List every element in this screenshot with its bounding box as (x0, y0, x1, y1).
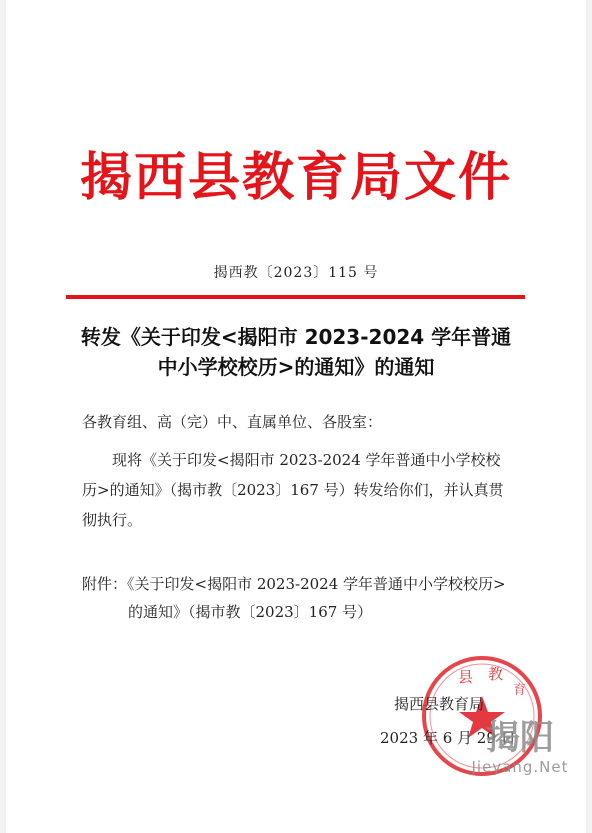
salutation: 各教育组、高（完）中、直属单位、各股室： (82, 413, 383, 431)
signing-date: 2023 年 6 月 29 日 (380, 729, 516, 747)
attachment-line-1: 附件：《关于印发<揭阳市 2023-2024 学年普通中小学校校历> (82, 575, 506, 593)
watermark-cn: 揭阳 (486, 718, 554, 758)
notice-heading (60, 322, 532, 382)
watermark-en: Jieyang.Net (471, 758, 569, 776)
paragraph-line-1: 现将《关于印发<揭阳市 2023-2024 学年普通中小学校校 (112, 451, 501, 469)
seal-char-2: 教 (488, 665, 504, 683)
signing-organization: 揭西县教育局 (394, 695, 485, 713)
seal-char-3: 育 (513, 683, 527, 698)
red-divider-line (66, 295, 525, 299)
site-watermark (470, 718, 570, 776)
heading-line-2: 中小学校校历>的通知》的通知 (157, 355, 435, 379)
paragraph-line-2: 历>的通知》（揭市教〔2023〕167 号）转发给你们，并认真贯 (82, 481, 504, 499)
paragraph-line-3: 彻执行。 (82, 511, 143, 529)
attachment-line-2: 的通知》（揭市教〔2023〕167 号） (128, 603, 373, 621)
document-title: 揭西县教育局文件 (79, 147, 512, 208)
heading-line-1: 转发《关于印发<揭阳市 2023-2024 学年普通 (80, 325, 512, 349)
document-number: 揭西教〔2023〕115 号 (213, 265, 379, 281)
seal-char-1: 县 (458, 668, 474, 686)
